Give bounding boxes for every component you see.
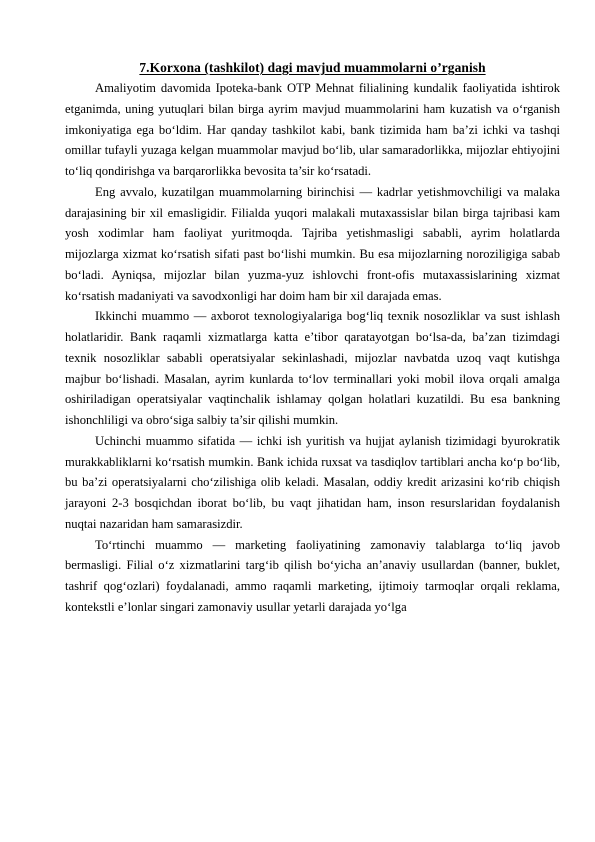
- paragraph-second-problem: Ikkinchi muammo — axborot texnologiyalariga bog‘liq texnik nosozliklar va sust ishlash holatlaridir. Bank raqamli xizmatlarga katta e’tibor qaratayotgan bo‘lsa-da, ba’zan tizimdagi texnik nosozliklar sababli operatsiyalar sekinlashadi, mijozlar navbatda uzoq vaqt kutishga majbur bo‘lishadi. Masalan, ayrim kunlarda to‘lov terminallari yoki mobil ilova orqali amalga oshiriladigan operatsiyalar vaqtinchalik ishlamay qolgan holatlari kuzatildi. Bu esa bankning ishonchliligi va obro‘siga salbiy ta’sir qilishi mumkin.: [65, 309, 560, 427]
- paragraph-intro: Amaliyotim davomida Ipoteka-bank OTP Mehnat filialining kundalik faoliyatida ishtirok etganimda, uning yutuqlari bilan birga ayrim mavjud muammolarini ham kuzatish va o‘rganish imkoniyatiga ega bo‘ldim. Har qanday tashkilot kabi, bank tizimida ham ba’zi ichki va tashqi omillar tufayli yuzaga kelgan muammolar mavjud bo‘lib, ular samaradorlikka, mijozlar ehtiyojini to‘liq qondirishga va barqarorlikka bevosita ta’sir ko‘rsatadi.: [65, 81, 560, 178]
- paragraph-first-problem: Eng avvalo, kuzatilgan muammolarning birinchisi — kadrlar yetishmovchiligi va malaka darajasining bir xil emasligidir. Filialda yuqori malakali mutaxassislar bilan birga tajribasi kam yosh xodimlar ham faoliyat yuritmoqda. Tajriba yetishmasligi sababli, ayrim holatlarda mijozlarga xizmat ko‘rsatish sifati past bo‘lishi mumkin. Bu esa mijozlarning noroziligiga sabab bo‘ladi. Ayniqsa, mijozlar bilan yuzma-yuz ishlovchi front-ofis mutaxassislarining xizmat ko‘rsatish madaniyati va savodxonligi har doim ham bir xil darajada emas.: [65, 184, 560, 303]
- section-heading: 7.Korxona (tashkilot) dagi mavjud muammolarni o’rganish: [139, 60, 486, 75]
- paragraph-fourth-problem: To‘rtinchi muammo — marketing faoliyatining zamonaviy talablarga to‘liq javob bermasligi. Filial o‘z xizmatlarini targ‘ib qilish bo‘yicha an’anaviy usullardan (banner, buklet, tashrif qog‘ozlari) foydalanadi, ammo raqamli marketing, ijtimoiy tarmoqlar orqali reklama, kontekstli e’lonlar singari zamonaviy usullar yetarli darajada yo‘lga: [65, 537, 560, 614]
- paragraph-third-problem: Uchinchi muammo sifatida — ichki ish yuritish va hujjat aylanish tizimidagi byurokratik murakkabliklarni ko‘rsatish mumkin. Bank ichida ruxsat va tasdiqlov tartiblari ancha ko‘p bo‘lib, bu ba’zi operatsiyalarni cho‘zilishiga olib keladi. Masalan, oddiy kredit arizasini ko‘rib chiqish jarayoni 2-3 bosqichdan iborat bo‘lib, bu vaqt jihatidan ham, inson resurslaridan foydalanish nuqtai nazaridan ham samarasizdir.: [65, 433, 560, 531]
- document-page: [65, 58, 560, 618]
